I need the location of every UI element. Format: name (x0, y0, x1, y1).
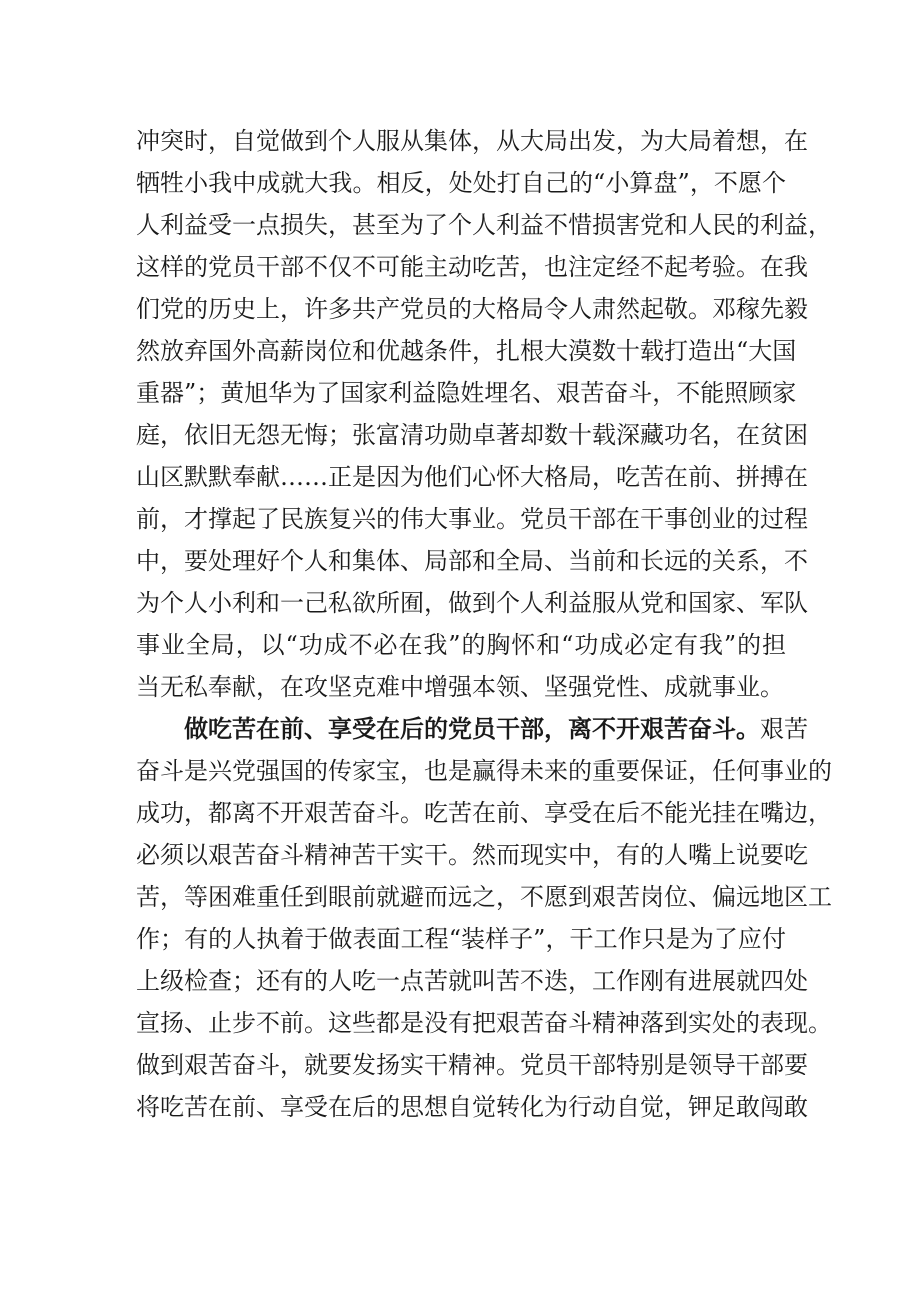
text-line: 奋斗是兴党强国的传家宝，也是赢得未来的重要保证，任何事业的 (136, 757, 832, 785)
text-line: 前，才撑起了民族复兴的伟大事业。党员干部在干事创业的过程 (136, 505, 808, 533)
text-line: 重器”；黄旭华为了国家利益隐姓埋名、艰苦奋斗，不能照顾家 (136, 379, 797, 407)
text-line: 事业全局，以“功成不必在我”的胸怀和“功成必定有我”的担 (136, 631, 786, 659)
text-line: 人利益受一点损失，甚至为了个人利益不惜损害党和人民的利益， (136, 211, 832, 239)
text-line: 们党的历史上，许多共产党员的大格局令人肃然起敬。邓稼先毅 (136, 295, 808, 323)
text-line: 作；有的人执着于做表面工程“装样子”，干工作只是为了应付 (136, 925, 786, 953)
text-line: 当无私奉献，在攻坚克难中增强本领、坚强党性、成就事业。 (136, 673, 784, 701)
text-line: 宣扬、止步不前。这些都是没有把艰苦奋斗精神落到实处的表现。 (136, 1009, 832, 1037)
text-line: 这样的党员干部不仅不可能主动吃苦，也注定经不起考验。在我 (136, 253, 808, 281)
text-line: 庭，依旧无怨无悔；张富清功勋卓著却数十载深藏功名，在贫困 (136, 421, 808, 449)
text-line: 牺牲小我中成就大我。相反，处处打自己的“小算盘”，不愿个 (136, 169, 786, 197)
paragraph-heading: 做吃苦在前、享受在后的党员干部，离不开艰苦奋斗。 (184, 715, 760, 743)
text-line: 将吃苦在前、享受在后的思想自觉转化为行动自觉，钾足敢闯敢 (136, 1093, 808, 1121)
paragraph-heading-line (184, 709, 808, 749)
text-line: 苦，等困难重任到眼前就避而远之，不愿到艰苦岗位、偏远地区工 (136, 883, 832, 911)
text-line: 做到艰苦奋斗，就要发扬实干精神。党员干部特别是领导干部要 (136, 1051, 808, 1079)
text-line: 山区默默奉献……正是因为他们心怀大格局，吃苦在前、拼搏在 (136, 463, 808, 491)
text-fragment: 艰苦 (760, 715, 808, 743)
text-line: 冲突时，自觉做到个人服从集体，从大局出发，为大局着想，在 (136, 127, 808, 155)
text-line: 为个人小利和一己私欲所囿，做到个人利益服从党和国家、军队 (136, 589, 808, 617)
text-line: 必须以艰苦奋斗精神苦干实干。然而现实中，有的人嘴上说要吃 (136, 841, 808, 869)
text-line: 上级检查；还有的人吃一点苦就叫苦不迭，工作刚有进展就四处 (136, 967, 808, 995)
text-line: 中，要处理好个人和集体、局部和全局、当前和长远的关系，不 (136, 547, 808, 575)
text-line: 然放弃国外高薪岗位和优越条件，扎根大漠数十载打造出“大国 (136, 337, 797, 365)
text-line: 成功，都离不开艰苦奋斗。吃苦在前、享受在后不能光挂在嘴边， (136, 799, 832, 827)
